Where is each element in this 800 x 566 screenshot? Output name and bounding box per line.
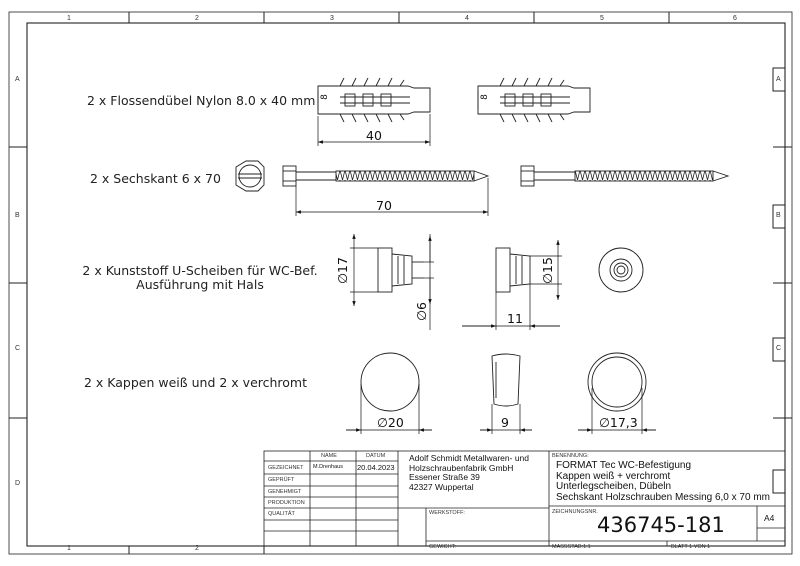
zone-bottom-2: 2	[195, 545, 199, 552]
zone-right-b: B	[776, 212, 781, 219]
tb-company	[409, 454, 529, 492]
cap-side-view	[492, 354, 520, 406]
dowel-marking-1: 8	[319, 94, 330, 100]
dowel-length-label: 40	[366, 128, 382, 143]
screw-length-dimension	[296, 178, 488, 216]
zone-top-2: 2	[195, 15, 199, 22]
tb-row-geprueft: GEPRÜFT	[268, 477, 295, 483]
washer-side-view-2	[496, 248, 530, 292]
cap-diameter-label: ∅20	[377, 415, 404, 430]
zone-top-3: 3	[330, 15, 334, 22]
washer-front-view	[599, 248, 643, 292]
zone-left-a: A	[15, 76, 20, 83]
label-dowel: 2 x Flossendübel Nylon 8.0 x 40 mm	[87, 93, 316, 108]
tb-title-line2: Kappen weiß + verchromt	[556, 470, 671, 482]
dowel-drawing-2	[478, 78, 590, 122]
tb-zeichnungsnr-label: ZEICHNUNGSNR.	[552, 509, 598, 515]
tb-title	[556, 461, 770, 503]
washer-height-label: 11	[507, 311, 523, 326]
cap-front-view	[361, 353, 419, 411]
washer-collar-label: ∅15	[539, 257, 555, 284]
tb-drawing-number: 436745-181	[597, 513, 725, 537]
label-washer	[80, 264, 320, 292]
tb-sheet: BLATT 1 VON 1	[671, 544, 711, 550]
zone-top-1: 1	[67, 15, 71, 22]
tb-company-line2: Holzschraubenfabrik GmbH	[409, 462, 514, 473]
dowel-drawing-1	[318, 78, 430, 122]
screw-length-label: 70	[376, 198, 392, 213]
hex-head-top-view	[236, 161, 264, 191]
zone-top-4: 4	[465, 15, 469, 22]
zone-right-a: A	[776, 76, 781, 83]
cap-height-label: 9	[501, 415, 509, 430]
screw-drawing-1	[283, 166, 488, 186]
zone-left-b: B	[15, 212, 20, 219]
label-washer-line1: 2 x Kunststoff U-Scheiben für WC-Bef.	[82, 263, 318, 278]
tb-col-name: NAME	[321, 453, 337, 459]
tb-drawn-by: M.Drenhaus	[313, 464, 343, 470]
zone-left-c: C	[15, 345, 21, 352]
label-washer-line2: Ausführung mit Hals	[136, 277, 264, 292]
tb-benennung-label: BENENNUNG:	[552, 453, 589, 459]
tb-company-line4: 42327 Wuppertal	[409, 481, 474, 492]
zone-left-d: D	[15, 480, 21, 487]
washer-side-view-1	[378, 248, 424, 292]
screw-drawing-2	[521, 166, 728, 186]
tb-format: A4	[764, 513, 775, 523]
tb-row-gezeichnet: GEZEICHNET	[268, 465, 304, 471]
tb-company-line1: Adolf Schmidt Metallwaren- und	[409, 453, 530, 463]
tb-title-line1: FORMAT Tec WC-Befestigung	[556, 460, 692, 471]
tb-row-produktion: PRODUKTION	[268, 500, 305, 506]
label-screw: 2 x Sechskant 6 x 70	[90, 171, 221, 186]
tb-werkstoff-label: WERKSTOFF:	[429, 510, 465, 516]
zone-right-c: C	[776, 345, 782, 352]
cap-inner-label: ∅17,3	[599, 415, 638, 430]
tb-company-line3: Essener Straße 39	[409, 472, 480, 482]
tb-gewicht-label: GEWICHT:	[429, 544, 456, 550]
zone-bottom-1: 1	[67, 545, 71, 552]
tb-row-qualitaet: QUALITÄT	[268, 511, 295, 517]
tb-title-line4: Sechskant Holzschrauben Messing 6,0 x 70 mm	[556, 491, 770, 503]
label-caps: 2 x Kappen weiß und 2 x verchromt	[84, 375, 308, 390]
tb-drawn-date: 20.04.2023	[357, 463, 395, 472]
tb-row-genehmigt: GENEHMIGT	[268, 489, 302, 495]
dowel-marking-2: 8	[479, 94, 490, 100]
washer-inner-label: ∅6	[413, 302, 429, 321]
tb-massstab-label: MASSSTAB:1:1	[552, 544, 591, 550]
zone-top-6: 6	[733, 15, 737, 22]
cap-open-view	[588, 353, 646, 411]
zone-top-5: 5	[600, 15, 604, 22]
tb-col-date: DATUM	[366, 453, 386, 459]
washer-outer-label: ∅17	[334, 257, 350, 284]
tb-title-line3: Unterlegscheiben, Dübeln	[556, 481, 672, 492]
